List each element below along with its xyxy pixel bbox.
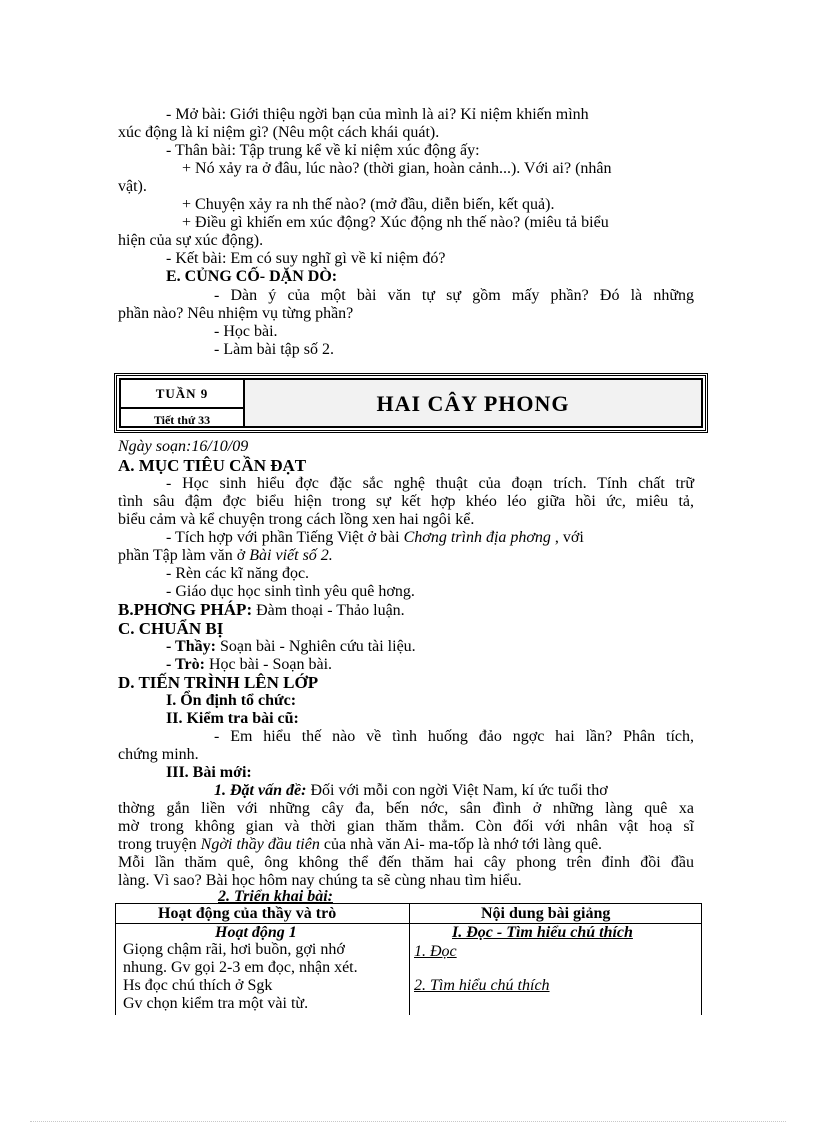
table-header-right: Nội dung bài giảng	[481, 905, 611, 922]
section-c-item-2	[166, 656, 332, 674]
section-a-title: A. MỤC TIÊU CẦN ĐẠT	[118, 456, 307, 475]
outline-than-2: + Chuyện xảy ra nh thế nào? (mở đầu, diễn biến, kết quả).	[182, 196, 555, 213]
section-a-item-2b	[118, 547, 333, 565]
section-a-item-2	[166, 529, 584, 547]
activity-line-3: Hs đọc chú thích ở Sgk	[123, 977, 273, 994]
section-c-item-1	[166, 638, 416, 656]
lesson-date: Ngày soạn:16/10/09	[118, 438, 249, 455]
section-a-item-1c: biểu cảm và kể chuyện trong cách lồng xen hai ngôi kể.	[118, 511, 475, 528]
section-b	[118, 601, 405, 620]
period-label: Tiết thứ 33	[153, 413, 211, 427]
section-c-item-1-label: - Thầy:	[166, 638, 216, 655]
deploy-heading: 2. Triển khai bài:	[218, 888, 333, 905]
section-d-title: D. TIẾN TRÌNH LÊN LỚP	[118, 673, 319, 692]
outline-ket-bai: - Kết bài: Em có suy nghĩ gì về kỉ niệm đó?	[166, 250, 446, 267]
intro-line-6: làng. Vì sao? Bài học hôm nay chúng ta sẽ cùng nhau tìm hiểu.	[118, 872, 522, 889]
content-item-1: 1. Đọc	[414, 943, 457, 960]
section-c-item-2-label: - Trò:	[166, 656, 205, 673]
section-c-item-2-text: Học bài - Soạn bài.	[204, 656, 333, 673]
outline-than-3-cont: hiện của sự xúc động).	[118, 232, 264, 249]
intro-line-1	[214, 782, 694, 800]
section-c-item-1-text: Soạn bài - Nghiên cứu tài liệu.	[215, 638, 416, 655]
section-d-item-2: II. Kiểm tra bài cũ:	[166, 710, 299, 727]
intro-line-4-italic: Ngời thầy đầu tiên	[200, 836, 320, 853]
activity-line-1: Giọng chậm rãi, hơi buồn, gợi nhớ	[123, 941, 345, 958]
section-e-question-cont: phần nào? Nêu nhiệm vụ từng phần?	[118, 305, 354, 322]
section-a-item-2b-text: phần Tập làm văn ở	[118, 547, 250, 564]
table-column-divider	[409, 904, 410, 1015]
intro-label: 1. Đặt vấn đề:	[214, 782, 307, 799]
section-a-item-1: - Học sinh hiểu đợc đặc sắc nghệ thuật của đoạn trích. Tính chất trữ	[166, 475, 694, 492]
intro-line-3: mờ trong không gian và thời gian thăm thẳm. Còn đối với nhân vật hoạ sĩ	[118, 818, 694, 835]
intro-line-4-text: trong truyện	[118, 836, 201, 853]
activity-table	[115, 903, 702, 1015]
lesson-title: HAI CÂY PHONG	[245, 380, 701, 426]
section-a-item-2-post: , với	[550, 529, 584, 546]
intro-line-5: Mỗi lần thăm quê, ông không thể đến thăm hai cây phong trên đỉnh đồi đầu	[118, 854, 694, 871]
section-e-item-2: - Làm bài tập số 2.	[214, 341, 334, 358]
section-d-question-cont: chứng minh.	[118, 746, 199, 763]
activity-line-2: nhung. Gv gọi 2-3 em đọc, nhận xét.	[123, 959, 358, 976]
outline-than-bai: - Thân bài: Tập trung kể về kỉ niệm xúc động ấy:	[166, 142, 480, 159]
intro-line-2: thờng gắn liền với những cây đa, bến nớc, sân đình ở những làng quê xa	[118, 800, 694, 817]
section-b-text: Đàm thoại - Thảo luận.	[252, 602, 405, 619]
section-d-question: - Em hiểu thế nào về tình huống đảo ngợc hai lần? Phân tích,	[214, 728, 694, 745]
table-header-left: Hoạt động của thầy và trò	[158, 905, 337, 922]
content-title: I. Đọc - Tìm hiểu chú thích	[452, 924, 633, 941]
content-item-2: 2. Tìm hiểu chú thích	[414, 977, 550, 994]
section-a-item-2b-italic: Bài viết số 2.	[249, 547, 333, 564]
section-a-item-3: - Rèn các kĩ năng đọc.	[166, 565, 310, 582]
section-a-item-1b: tình sâu đậm đợc biểu hiện trong sự kết hợp khéo léo giữa hồi ức, miêu tả,	[118, 493, 694, 510]
section-a-item-2-italic: Chơng trình địa phơng	[403, 529, 551, 546]
section-e-question: - Dàn ý của một bài văn tự sự gồm mấy phần? Đó là những	[214, 287, 694, 304]
activity-line-4: Gv chọn kiểm tra một vài từ.	[123, 995, 309, 1012]
intro-line-1-text: Đối với mỗi con ngời Việt Nam, kí ức tuổi thơ	[306, 782, 608, 799]
outline-than-1: + Nó xảy ra ở đâu, lúc nào? (thời gian, hoàn cảnh...). Với ai? (nhân	[182, 160, 612, 177]
section-c-title: C. CHUẨN BỊ	[118, 619, 224, 638]
outline-mo-bai-cont: xúc động là kỉ niệm gì? (Nêu một cách khái quát).	[118, 124, 440, 141]
week-label: TUẦN 9	[121, 380, 243, 409]
page-bottom-rule	[30, 1121, 786, 1122]
outline-than-3: + Điều gì khiến em xúc động? Xúc động nh thế nào? (miêu tả biểu	[182, 214, 609, 231]
section-a-item-2-text: - Tích hợp với phần Tiếng Việt ở bài	[166, 529, 404, 546]
section-b-title: B.PHƠNG PHÁP:	[118, 600, 253, 619]
section-d-item-3: III. Bài mới:	[166, 764, 252, 781]
section-d-item-1: I. Ổn định tổ chức:	[166, 692, 297, 709]
section-e-title: E. CỦNG CỐ- DẶN DÒ:	[166, 268, 338, 285]
activity-title: Hoạt động 1	[215, 924, 297, 941]
section-a-item-4: - Giáo dục học sinh tình yêu quê hơng.	[166, 583, 415, 600]
intro-line-4-post: của nhà văn Ai- ma-tốp là nhớ tới làng quê.	[319, 836, 603, 853]
intro-line-4	[118, 836, 602, 854]
lesson-header-box	[114, 373, 708, 433]
outline-than-1-cont: vật).	[118, 178, 147, 195]
section-e-item-1: - Học bài.	[214, 323, 278, 340]
outline-mo-bai: - Mở bài: Giới thiệu ngời bạn của mình là ai? Kỉ niệm khiến mình	[166, 106, 589, 123]
